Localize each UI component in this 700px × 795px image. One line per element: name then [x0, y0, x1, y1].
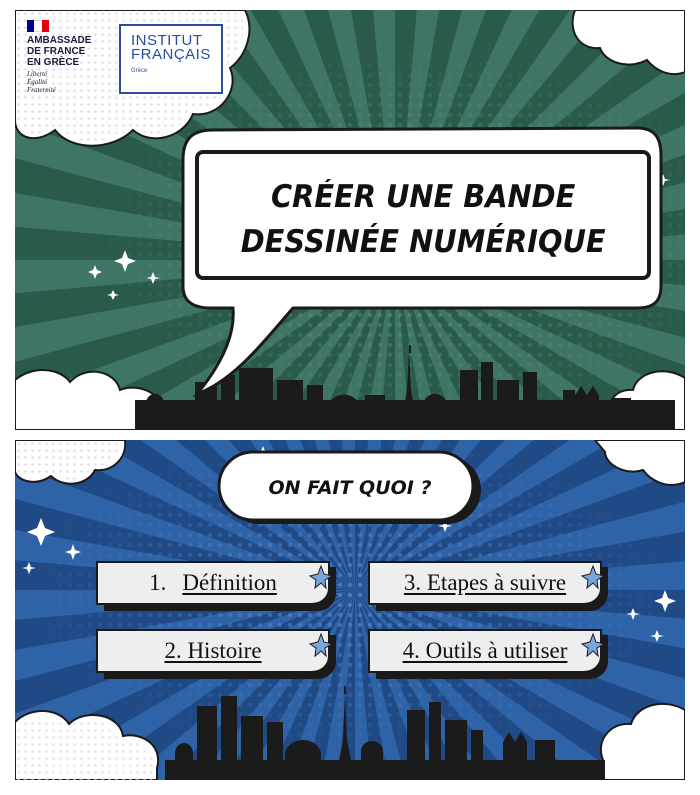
institut-subtitle: Grèce [131, 68, 148, 74]
menu-item-definition[interactable] [97, 563, 329, 603]
menu-item-label: 3. Etapes à suivre [403, 570, 567, 595]
ambassade-logo [27, 20, 119, 94]
french-flag-icon [27, 20, 49, 32]
menu-item-outils[interactable] [369, 631, 601, 671]
page-title: CRÉER UNE BANDE DESSINÉE NUMÉRIQUE [240, 179, 606, 260]
question-heading: ON FAIT QUOI ? [268, 477, 432, 499]
title-box [197, 158, 649, 282]
menu-item-etapes[interactable] [369, 563, 601, 603]
title-slide [15, 10, 685, 430]
institut-francais-logo [119, 24, 223, 94]
menu-item-number: 1. [149, 570, 167, 595]
menu-item-label: 2. Histoire [164, 638, 262, 663]
institut-name: INSTITUT FRANÇAIS [131, 32, 211, 63]
menu-slide [15, 440, 685, 780]
republic-motto: Liberté Égalité Fraternité [27, 70, 56, 94]
menu-item-label: Définition [182, 570, 277, 595]
ambassade-name: AMBASSADE DE FRANCE EN GRÈCE [27, 35, 92, 68]
menu-item-label: 4. Outils à utiliser [402, 638, 568, 663]
menu-item-histoire[interactable] [97, 631, 329, 671]
